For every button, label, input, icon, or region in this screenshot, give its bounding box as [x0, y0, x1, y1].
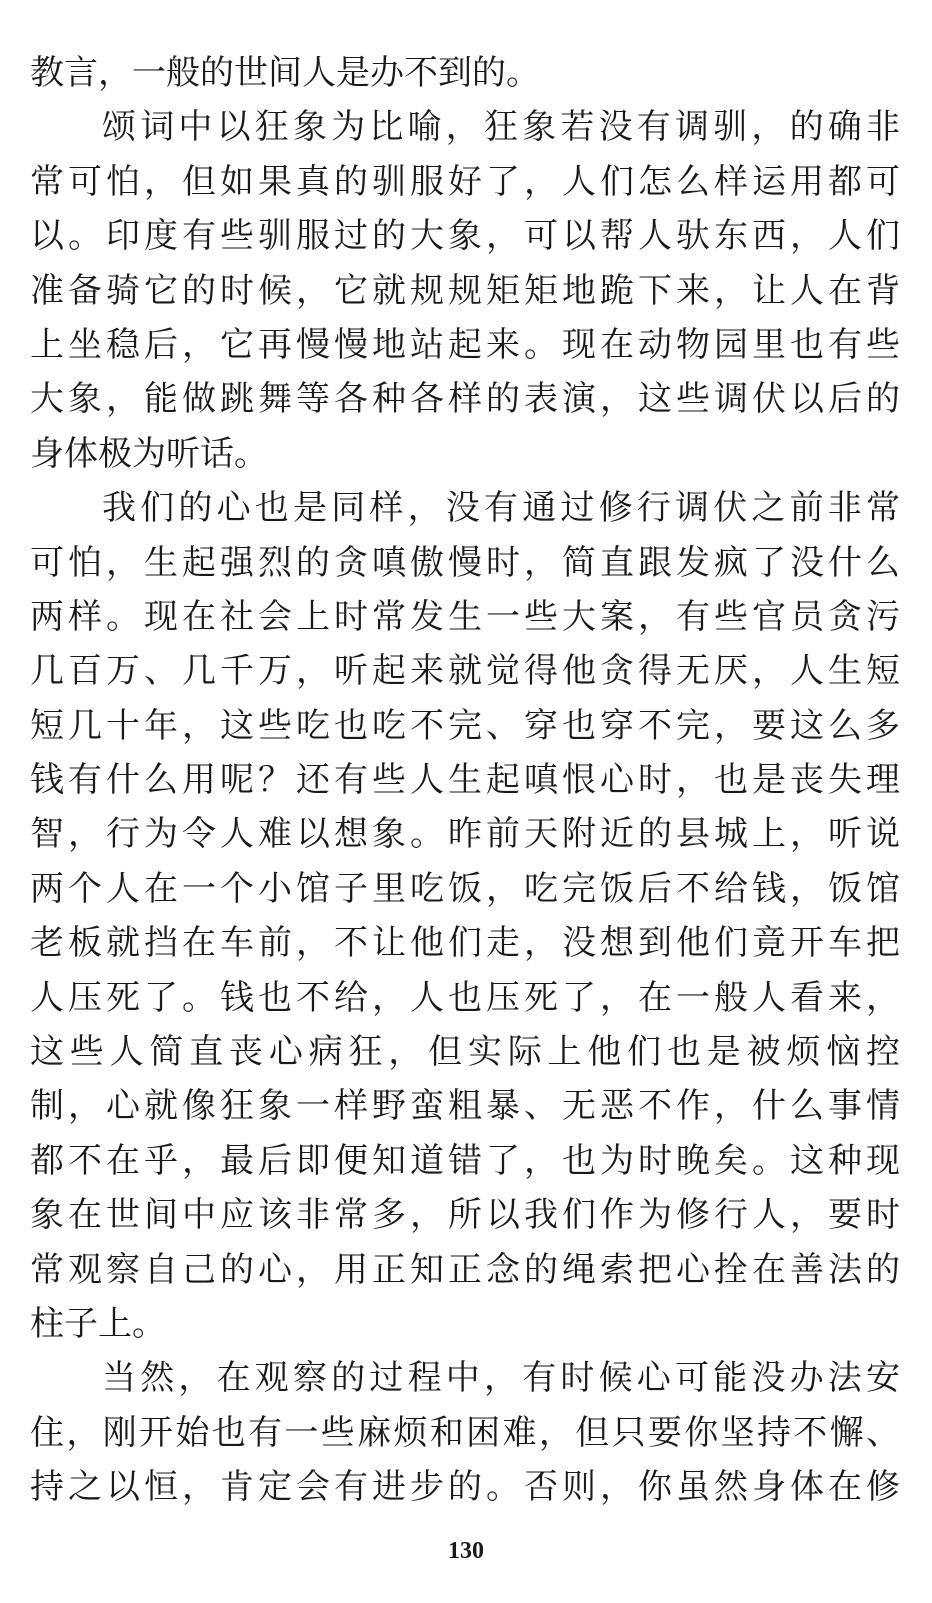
- body-text: [30, 46, 900, 1515]
- text-line-13: 短几十年，这些吃也吃不完、穿也穿不完，要这么多: [30, 705, 900, 746]
- text-line-18: 人压死了。钱也不给，人也压死了，在一般人看来，: [30, 977, 900, 1018]
- text-line-2: 颂词中以狂象为比喻，狂象若没有调驯，的确非: [102, 107, 900, 148]
- text-line-9: 我们的心也是同样，没有通过修行调伏之前非常: [102, 488, 900, 529]
- text-line-24: 柱子上。: [30, 1303, 166, 1344]
- text-line-16: 两个人在一个小馆子里吃饭，吃完饭后不给钱，饭馆: [30, 868, 900, 909]
- text-line-17: 老板就挡在车前，不让他们走，没想到他们竟开车把: [30, 923, 900, 964]
- page-number: 130: [448, 1538, 484, 1564]
- text-line-4: 以。印度有些驯服过的大象，可以帮人驮东西，人们: [30, 216, 900, 257]
- text-line-8: 身体极为听话。: [30, 433, 268, 474]
- text-line-1: 教言，一般的世间人是办不到的。: [30, 53, 540, 93]
- text-line-14: 钱有什么用呢？还有些人生起嗔恨心时，也是丧失理: [30, 760, 900, 801]
- text-line-5: 准备骑它的时候，它就规规矩矩地跪下来，让人在背: [30, 270, 900, 311]
- text-line-3: 常可怕，但如果真的驯服好了，人们怎么样运用都可: [30, 161, 900, 202]
- text-line-20: 制，心就像狂象一样野蛮粗暴、无恶不作，什么事情: [30, 1086, 900, 1127]
- text-line-27: 持之以恒，肯定会有进步的。否则，你虽然身体在修: [30, 1467, 900, 1508]
- text-line-23: 常观察自己的心，用正知正念的绳索把心拴在善法的: [30, 1249, 900, 1290]
- text-line-6: 上坐稳后，它再慢慢地站起来。现在动物园里也有些: [30, 324, 900, 365]
- text-line-10: 可怕，生起强烈的贪嗔傲慢时，简直跟发疯了没什么: [30, 542, 900, 583]
- text-line-21: 都不在乎，最后即便知道错了，也为时晚矣。这种现: [30, 1140, 900, 1181]
- text-line-26: 住，刚开始也有一些麻烦和困难，但只要你坚持不懈、: [30, 1412, 900, 1453]
- text-line-25: 当然，在观察的过程中，有时候心可能没办法安: [102, 1358, 900, 1399]
- text-line-19: 这些人简直丧心病狂，但实际上他们也是被烦恼控: [30, 1032, 900, 1073]
- text-line-12: 几百万、几千万，听起来就觉得他贪得无厌，人生短: [30, 651, 900, 692]
- text-line-22: 象在世间中应该非常多，所以我们作为修行人，要时: [30, 1195, 900, 1236]
- text-line-11: 两样。现在社会上时常发生一些大案，有些官员贪污: [30, 596, 900, 637]
- text-line-7: 大象，能做跳舞等各种各样的表演，这些调伏以后的: [30, 379, 900, 420]
- text-line-15: 智，行为令人难以想象。昨前天附近的县城上，听说: [30, 814, 900, 855]
